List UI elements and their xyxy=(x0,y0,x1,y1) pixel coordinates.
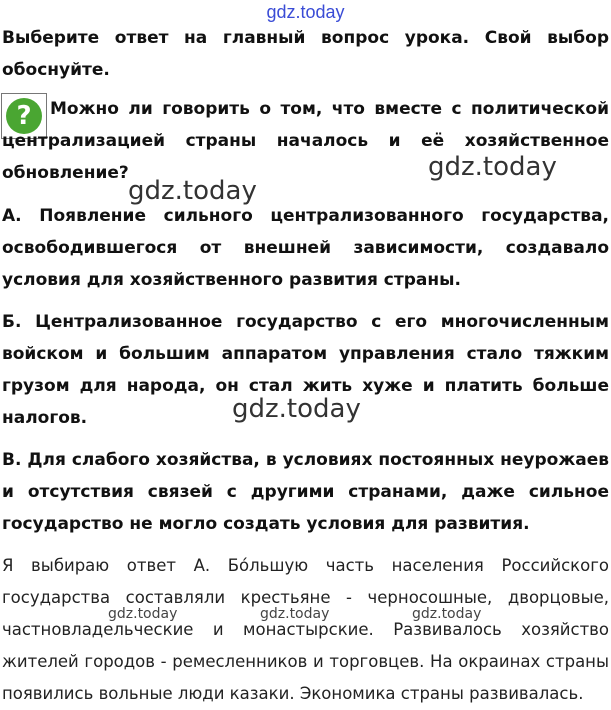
answer-option-c: В. Для слабого хозяйства, в условиях постоянных неурожаев и отсутствия связей с другими странами, даже сильное государство не могло создать условия для развития. xyxy=(2,450,609,534)
answer-option-b: Б. Централизованное государство с его многочисленным войском и большим аппаратом управления стало тяжким грузом для народа, он стал жить хуже и платить больше налогов. xyxy=(2,312,609,428)
answer-explanation: Я выбираю ответ А. Бо́льшую часть населения Российского государства составляли крестьяне - черносошные, дворцовые, частновладельческие и монастырские. Развивалось хозяйство жителей городов - ремесленников и торговцев. На окраинах страны появились вольные люди казаки. Экономика страны развивалась. xyxy=(2,556,609,703)
task-instruction: Выберите ответ на главный вопрос урока. Свой выбор обоснуйте. xyxy=(2,28,609,80)
watermark: gdz.today xyxy=(128,176,257,206)
header-watermark: gdz.today xyxy=(266,2,345,22)
question-glyph: ? xyxy=(6,98,42,134)
watermark: gdz.today xyxy=(260,606,330,622)
watermark: gdz.today xyxy=(108,606,178,622)
watermark: gdz.today xyxy=(232,394,361,424)
lesson-question-text: Можно ли говорить о том, что вместе с политической централизацией страны началось и её хозяйственное обновление? xyxy=(2,99,609,183)
watermark: gdz.today xyxy=(428,152,557,182)
answer-option-a: А. Появление сильного централизованного государства, освободившегося от внешней зависимости, создавало условия для хозяйственного развития страны. xyxy=(2,206,609,290)
watermark: gdz.today xyxy=(412,606,482,622)
